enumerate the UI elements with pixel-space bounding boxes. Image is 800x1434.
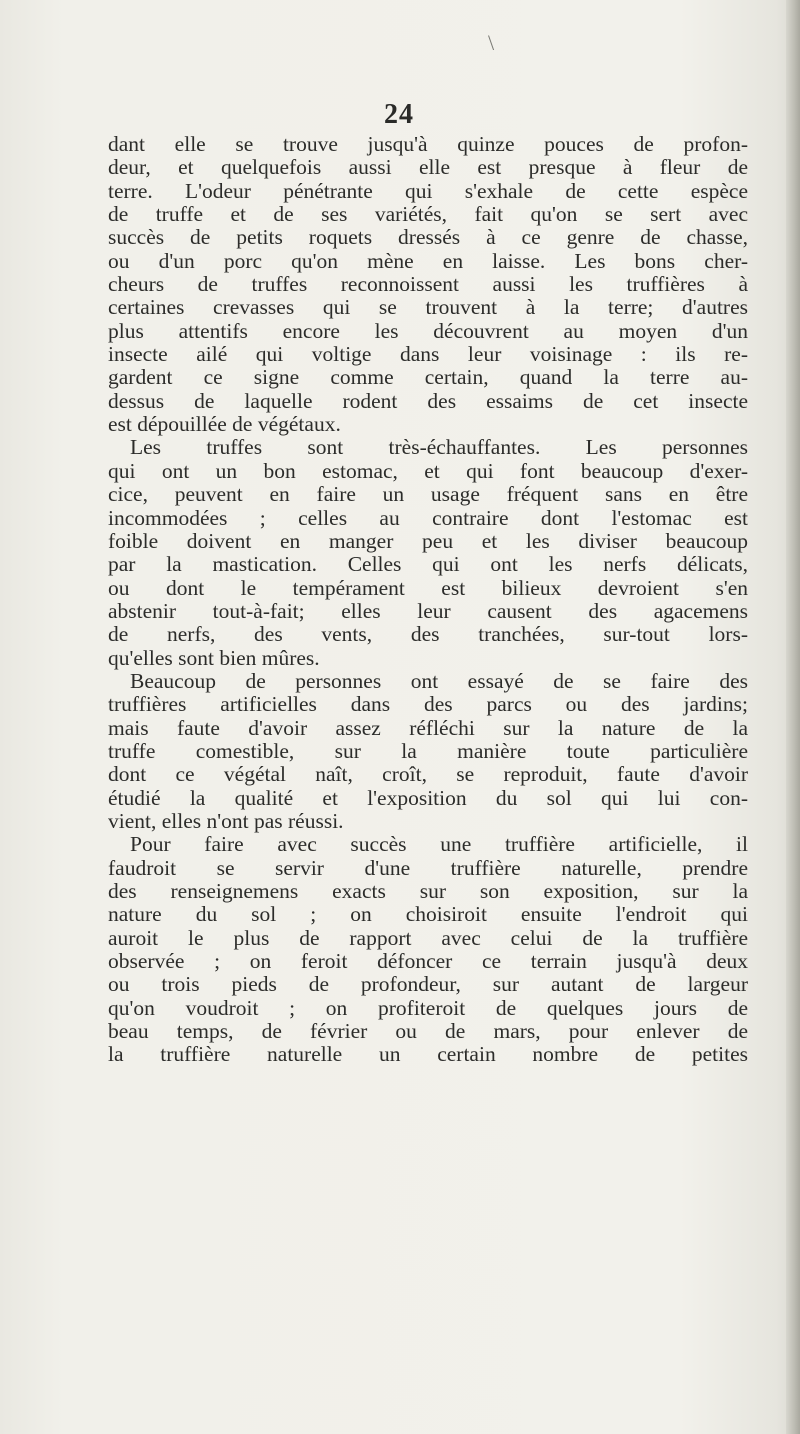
text-line: certaines crevasses qui se trouvent à la terre; d'autres [108, 295, 748, 320]
text-line: cheurs de truffes reconnoissent aussi les truffières à [108, 272, 748, 297]
text-line: truffe comestible, sur la manière toute particulière [108, 738, 748, 763]
text-line: ou d'un porc qu'on mène en laisse. Les bons cher- [108, 248, 748, 273]
text-line: plus attentifs encore les découvrent au moyen d'un [108, 318, 748, 343]
text-line: ou dont le tempérament est bilieux devroient s'en [108, 575, 748, 600]
text-line: dont ce végétal naît, croît, se reproduit, faute d'avoir [108, 762, 748, 787]
page-speck: \ [488, 30, 495, 55]
text-line: dessus de laquelle rodent des essaims de cet insecte [108, 388, 748, 413]
page-edge-shadow [786, 0, 800, 1434]
text-line: ou trois pieds de profondeur, sur autant de largeur [108, 972, 748, 997]
text-line: Les truffes sont très-échauffantes. Les personnes [130, 435, 748, 460]
text-line: qu'elles sont bien mûres. [108, 645, 320, 670]
text-line: gardent ce signe comme certain, quand la terre au- [108, 365, 748, 390]
text-line: faudroit se servir d'une truffière naturelle, prendre [108, 855, 748, 880]
text-line: auroit le plus de rapport avec celui de la truffière [108, 925, 748, 950]
text-line: la truffière naturelle un certain nombre de petites [108, 1042, 748, 1067]
text-line: incommodées ; celles au contraire dont l'estomac est [108, 505, 748, 530]
text-line: beau temps, de février ou de mars, pour enlever de [108, 1019, 748, 1044]
text-line: Beaucoup de personnes ont essayé de se faire des [130, 668, 748, 693]
text-line: est dépouillée de végétaux. [108, 412, 341, 437]
text-line: qu'on voudroit ; on profiteroit de quelques jours de [108, 995, 748, 1020]
text-line: de nerfs, des vents, des tranchées, sur-tout lors- [108, 622, 748, 647]
text-line: mais faute d'avoir assez réfléchi sur la nature de la [108, 715, 748, 740]
text-line: truffières artificielles dans des parcs ou des jardins; [108, 692, 748, 717]
text-line: deur, et quelquefois aussi elle est presque à fleur de [108, 155, 748, 180]
text-line: Pour faire avec succès une truffière artificielle, il [130, 832, 748, 857]
text-line: succès de petits roquets dressés à ce genre de chasse, [108, 225, 748, 250]
text-line: abstenir tout-à-fait; elles leur causent des agacemens [108, 598, 748, 623]
text-line: nature du sol ; on choisiroit ensuite l'endroit qui [108, 902, 748, 927]
text-line: qui ont un bon estomac, et qui font beaucoup d'exer- [108, 458, 748, 483]
page-number: 24 [384, 99, 414, 130]
text-line: insecte ailé qui voltige dans leur voisinage : ils re- [108, 342, 748, 367]
text-line: observée ; on feroit défoncer ce terrain jusqu'à deux [108, 949, 748, 974]
text-line: par la mastication. Celles qui ont les nerfs délicats, [108, 552, 748, 577]
text-line: foible doivent en manger peu et les diviser beaucoup [108, 528, 748, 553]
text-line: cice, peuvent en faire un usage fréquent sans en être [108, 482, 748, 507]
body-text [108, 133, 748, 1067]
text-line: étudié la qualité et l'exposition du sol qui lui con- [108, 785, 748, 810]
text-line: vient, elles n'ont pas réussi. [108, 808, 344, 833]
text-line: de truffe et de ses variétés, fait qu'on se sert avec [108, 202, 748, 227]
text-line: dant elle se trouve jusqu'à quinze pouces de profon- [108, 132, 748, 156]
text-line: terre. L'odeur pénétrante qui s'exhale de cette espèce [108, 178, 748, 203]
text-line: des renseignemens exacts sur son exposition, sur la [108, 879, 748, 903]
